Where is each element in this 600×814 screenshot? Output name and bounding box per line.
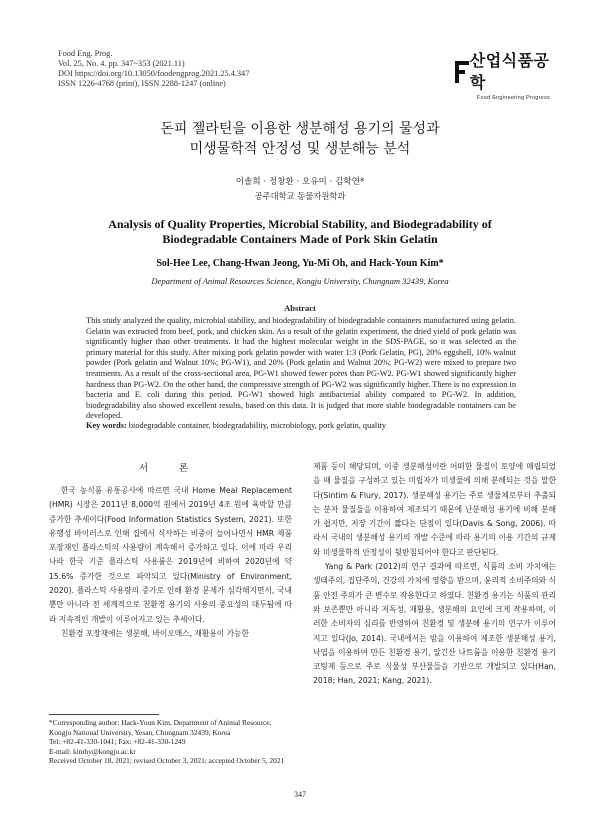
intro-paragraph: 친환경 포장재에는 생분해, 바이오매스, 재활용이 가능한 [61,628,249,638]
footnote-dates: Received October 18, 2021; revised October 3, 2021; accepted October 5, 2021 [49,756,285,766]
keywords-text: biodegradable container, biodegradability, microbiology, pork gelatin, quality [128,421,386,430]
korean-title-line1: 돈피 젤라틴을 이용한 생분해성 용기의 물성과 [160,121,440,137]
intro-heading: 서 론 [138,463,203,474]
journal-logo-text: 산업식품공학 [469,51,550,92]
abstract-body: This study analyzed the quality, microbial stability, and biodegradability of biodegradable containers manufactured using gelatin. Gelatin was extracted from beef, pork, and chicken skin. As a result of the gelatin experiment, the dried yield of pork gelatin was significantly higher than other treatments. It had the highest molecular weight in the SDS-PAGE, so it was selected as the primary material for this study. After mixing pork gelatin powder with water 1:3 (Pork Gelatin, PG), 20% eggshell, 10% walnut powder (Pork gelatin and Walnut 10%; PG-W1), and 20% (Pork gelatin and Walnut 20%; PG-W2) were mixed to prepare two treatments. As a result of the cross-sectional area, PG-W1 showed fewer pores than PG-W2. PG-W1 showed significantly higher hardness than PG-W2. On the other hand, the compressive strength of PG-W2 was significantly higher. There is no expression in bacteria and E. coli during this period. PG-W1 showed high antibacterial ability compared to PG-W2. In addition, biodegradability also showed excellent results, based on this data. It is judged that more stable biodegradable containers can be developed. [86,316,516,421]
footnote [49,718,294,766]
abstract-heading: Abstract [284,303,316,313]
english-affiliation: Department of Animal Resources Science, Kongju University, Chungnam 32439, Korea [151,276,449,286]
journal-name: Food Eng. Prog. [58,49,113,58]
footnote-email[interactable]: E-mail: kimhy@kongju.ac.kr [49,746,136,756]
journal-logo-subtitle: Food Engineering Progress [476,95,550,101]
intro-column-left [49,484,292,641]
keywords [86,421,516,432]
page-number: 347 [294,790,306,799]
korean-title [0,119,600,159]
intro-paragraph: 한국 농식품 유통공사에 따르면 국내 Home Meal Replacement (HMR) 시장은 2011년 8,000억 원에서 2019년 4조 원에 육박할 만큼 증가한 추세이다(Food Information Statistics System, 2021). 또한 유행성 바이러스로 인해 집에서 식사하는 비중이 늘어나면서 HMR 제품 포장재인 플라스틱의 사용량이 계속해서 증가하고 있다. 이에 따라 우리나라 한국 기준 플라스틱 사용률은 2019년에 비하여 2020년에 약 15.6% 증가한 것으로 파악되고 있다(Ministry of Environment, 2020). 플라스틱 사용량의 증가로 인해 환경 문제가 심각해지면서, 국내 뿐만 아니라 전 세계적으로 친환경 용기의 사용의 중요성의 대두됨에 따라 지속적인 개발이 이루어지고 있는 추세이다. [49,486,292,624]
footnote-corresponding: *Corresponding author: Hack-Youn Kim, Department of Animal Resource, Kongju National University, Yesan, Chungnam 32439, Korea [49,718,272,737]
english-authors: Sol-Hee Lee, Chang-Hwan Jeong, Yu-Mi Oh, and Hack-Youn Kim* [156,258,444,269]
korean-title-line2: 미생물학적 안정성 및 생분해능 분석 [189,141,411,157]
intro-paragraph: 제품 등이 해당되며, 이중 생분해성이란 어떠한 물질이 토양에 매립되었을 때 물질을 구성하고 있는 미립자가 미생물에 의해 분해되는 것을 말한다(Sintim & Flury, 2017). 생분해성 용기는 주로 생물체로부터 추출되는 분자 물질들을 이용하여 제조되기 때문에 난분해성 용기에 비해 분해가 쉽지만, 저장 기간이 짧다는 단점이 있다(Davis & Song, 2006). 따라서 국내의 생분해성 용기의 개발 수준에 따라 용기의 이용 기간의 규제와 미생물학적 안정성이 뒷받침되어야 한다고 판단된다. [313,462,556,557]
footnote-phone: Tel: +82-41-330-1041; Fax: +82-41-330-1249 [49,737,186,747]
intro-paragraph: Yang & Park (2012)의 연구 결과에 따르면, 식품의 소비 가치에는 생태주의, 집단주의, 건강의 가치에 영향을 받으며, 윤리적 소비주의와 식품 안전 주의가 큰 변수로 작용한다고 하였다. 친환경 용기는 식품의 관리와 보존뿐만 아니라 저독성, 재활용, 생분해의 요인에 크게 작용하며, 이러한 소비자의 심리를 반영하여 친환경 및 생분해 용기의 연구가 이루어지고 있다(Jo, 2014). 국내에서는 밤을 이용하여 제조한 생분해성 용기, 낙엽을 이용하여 만든 친환경 용기, 알긴산 나트륨을 이용한 친환경 용기 코팅제 등으로 주로 식물성 부산물들을 기반으로 개발되고 있다(Han, 2018; Han, 2021; Kang, 2021). [313,562,556,686]
journal-logo [455,50,550,101]
keywords-label: Key words: [86,421,127,430]
korean-authors: 이솔희 · 정창환 · 오유미 · 김학연* [235,177,365,187]
journal-issn: ISSN 1226-4768 (print), ISSN 2288-1247 (online) [58,79,226,88]
korean-affiliation: 공주대학교 동물자원학과 [254,191,346,201]
footnote-divider [49,714,159,715]
journal-doi[interactable]: DOI https://doi.org/10.13050/foodengprog.2021.25.4.347 [58,69,250,78]
journal-meta [58,49,249,89]
journal-logo-mark-icon [455,61,467,83]
english-title-line1: Analysis of Quality Properties, Microbial Stability, and Biodegradability of [108,217,492,231]
intro-column-right [313,460,556,689]
journal-volume: Vol. 25, No. 4. pp. 347~353 (2021.11) [58,59,185,68]
english-title-line2: Biodegradable Containers Made of Pork Skin Gelatin [162,232,438,246]
english-title [0,217,600,247]
